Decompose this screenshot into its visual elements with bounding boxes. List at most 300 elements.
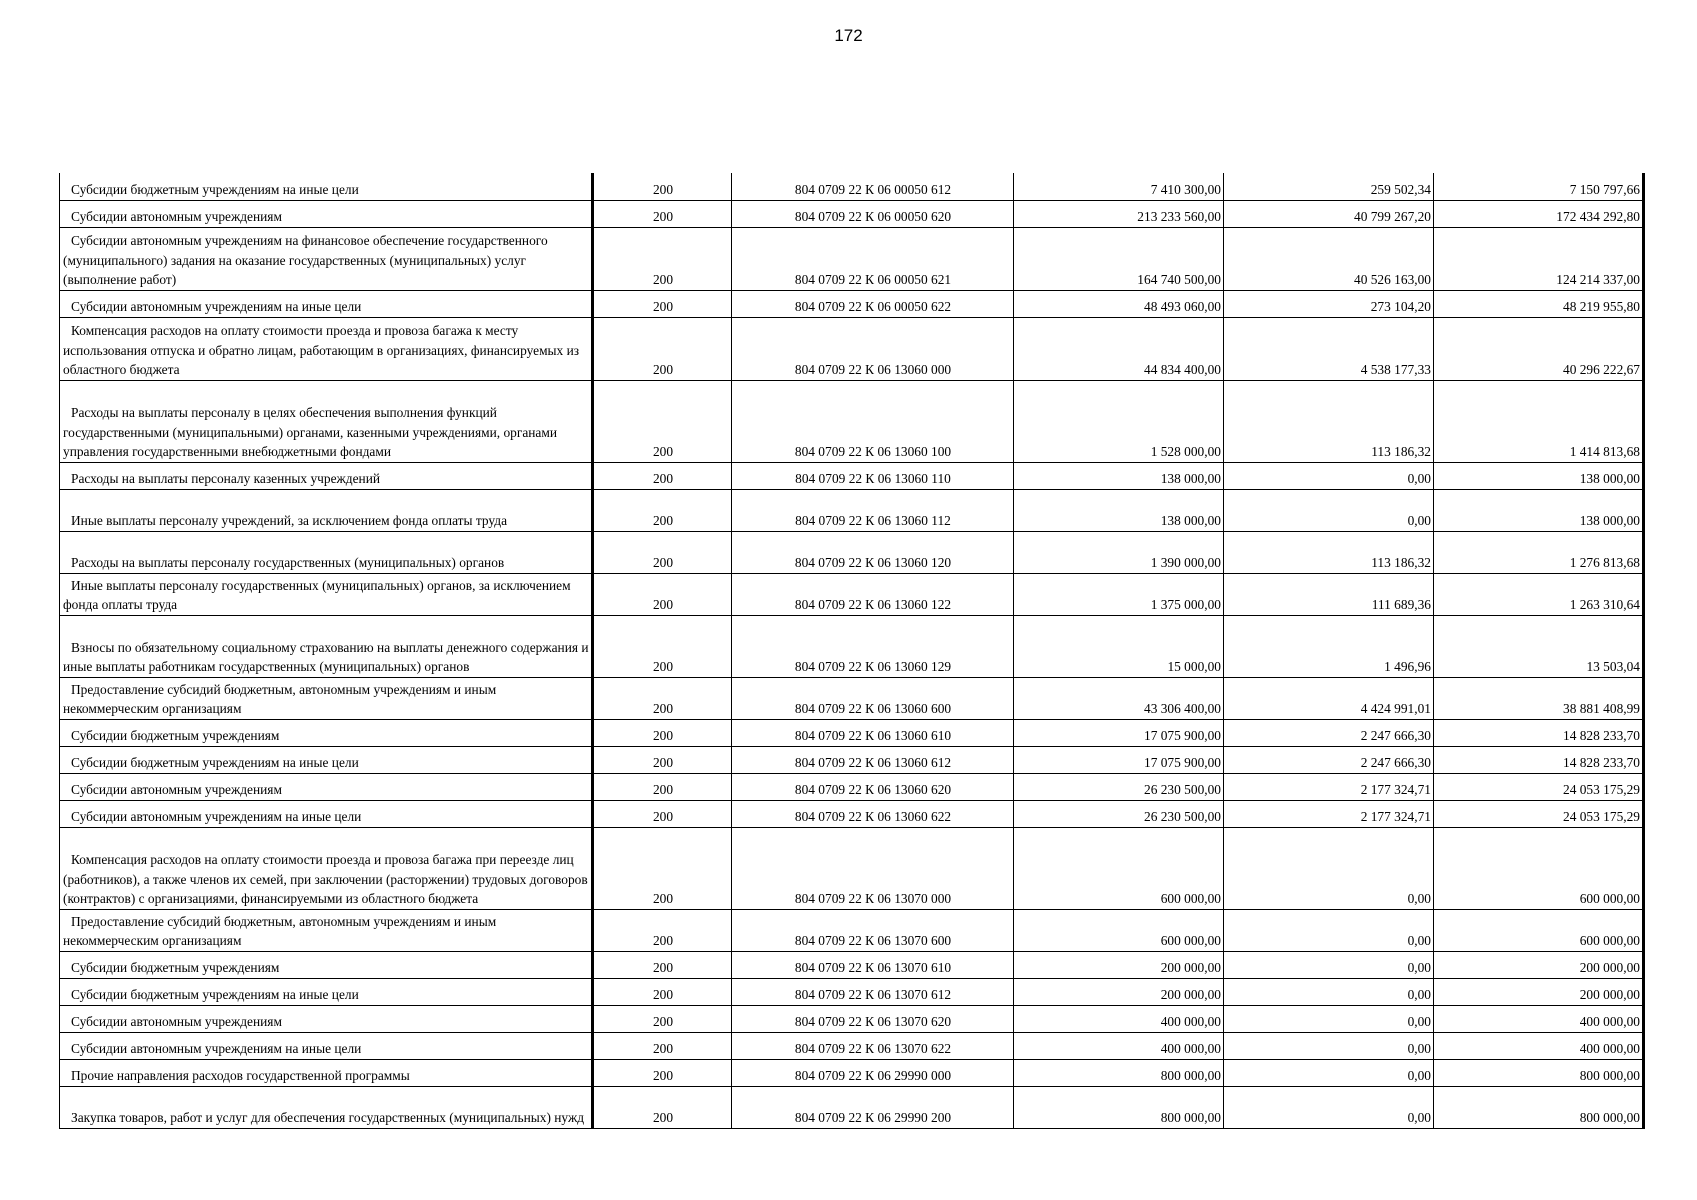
row-kbk-cell: [732, 1086, 1014, 1128]
row-name-cell: [60, 1059, 593, 1086]
row-executed-text: 4 424 991,01: [1360, 701, 1431, 716]
row-remaining-text: 800 000,00: [1579, 1110, 1640, 1125]
row-approved-cell: [1014, 380, 1224, 462]
row-name-cell: [60, 746, 593, 773]
row-code-cell: [593, 290, 732, 317]
row-remaining-cell: [1434, 1086, 1644, 1128]
row-code-text: 200: [652, 987, 674, 1002]
table-row: [60, 800, 1644, 827]
row-remaining-text: 24 053 175,29: [1563, 782, 1640, 797]
row-remaining-cell: [1434, 227, 1644, 290]
table-row: [60, 1059, 1644, 1086]
row-code-cell: [593, 380, 732, 462]
row-kbk-text: 804 0709 22 К 06 00050 620: [794, 209, 952, 224]
row-remaining-cell: [1434, 200, 1644, 227]
row-kbk-cell: [732, 462, 1014, 489]
row-executed-text: 2 247 666,30: [1360, 755, 1431, 770]
row-name-cell: [60, 317, 593, 380]
table-row: [60, 173, 1644, 200]
row-executed-text: 0,00: [1407, 471, 1431, 486]
row-kbk-text: 804 0709 22 К 06 13060 620: [794, 782, 952, 797]
row-name-text: Расходы на выплаты персоналу в целях обеспечения выполнения функций государственными (муниципальными) органами, казенными учреждениями, органами управления государственными внебюджетными фондами: [63, 405, 558, 459]
row-name-cell: [60, 462, 593, 489]
row-code-text: 200: [652, 933, 674, 948]
row-name-text: Субсидии автономным учреждениям на иные цели: [71, 1041, 362, 1056]
table-row: [60, 827, 1644, 909]
row-name-text: Субсидии автономным учреждениям: [71, 209, 282, 224]
row-approved-cell: [1014, 227, 1224, 290]
row-kbk-cell: [732, 909, 1014, 951]
row-approved-text: 800 000,00: [1160, 1068, 1221, 1083]
row-code-cell: [593, 1086, 732, 1128]
row-executed-cell: [1224, 227, 1434, 290]
row-kbk-text: 804 0709 22 К 06 00050 622: [794, 299, 952, 314]
row-approved-cell: [1014, 800, 1224, 827]
row-executed-cell: [1224, 909, 1434, 951]
row-approved-cell: [1014, 773, 1224, 800]
row-code-text: 200: [652, 782, 674, 797]
row-code-text: 200: [652, 272, 674, 287]
row-remaining-cell: [1434, 1059, 1644, 1086]
row-remaining-text: 172 434 292,80: [1556, 209, 1640, 224]
row-name-text: Субсидии автономным учреждениям на финансовое обеспечение государственного (муниципального) задания на оказание государственных (муниципальных) услуг (выполнение работ): [63, 233, 548, 287]
row-remaining-text: 1 263 310,64: [1569, 597, 1640, 612]
row-name-text: Расходы на выплаты персоналу казенных учреждений: [71, 471, 381, 486]
row-kbk-text: 804 0709 22 К 06 29990 200: [794, 1110, 952, 1125]
row-kbk-cell: [732, 677, 1014, 719]
row-executed-cell: [1224, 200, 1434, 227]
row-approved-cell: [1014, 677, 1224, 719]
row-kbk-cell: [732, 951, 1014, 978]
row-code-cell: [593, 615, 732, 677]
row-remaining-cell: [1434, 489, 1644, 531]
row-kbk-text: 804 0709 22 К 06 13060 622: [794, 809, 952, 824]
table-row: [60, 317, 1644, 380]
table-row: [60, 746, 1644, 773]
table-row: [60, 573, 1644, 615]
row-kbk-text: 804 0709 22 К 06 13060 100: [794, 444, 952, 459]
row-approved-text: 43 306 400,00: [1144, 701, 1221, 716]
row-kbk-text: 804 0709 22 К 06 13070 612: [794, 987, 952, 1002]
row-kbk-text: 804 0709 22 К 06 13070 622: [794, 1041, 952, 1056]
row-approved-text: 26 230 500,00: [1144, 782, 1221, 797]
row-name-cell: [60, 227, 593, 290]
row-approved-text: 44 834 400,00: [1144, 362, 1221, 377]
row-remaining-cell: [1434, 531, 1644, 573]
row-remaining-cell: [1434, 290, 1644, 317]
row-kbk-text: 804 0709 22 К 06 13060 610: [794, 728, 952, 743]
row-approved-text: 15 000,00: [1167, 659, 1221, 674]
row-executed-text: 40 526 163,00: [1354, 272, 1431, 287]
row-code-cell: [593, 173, 732, 200]
row-remaining-text: 1 414 813,68: [1569, 444, 1640, 459]
row-executed-text: 0,00: [1407, 891, 1431, 906]
row-kbk-text: 804 0709 22 К 06 13060 122: [794, 597, 952, 612]
row-remaining-text: 7 150 797,66: [1569, 182, 1640, 197]
row-name-text: Субсидии автономным учреждениям: [71, 1014, 282, 1029]
table-row: [60, 227, 1644, 290]
row-code-cell: [593, 1032, 732, 1059]
row-approved-text: 400 000,00: [1160, 1014, 1221, 1029]
row-code-cell: [593, 531, 732, 573]
table-row: [60, 380, 1644, 462]
row-remaining-cell: [1434, 1005, 1644, 1032]
row-name-cell: [60, 773, 593, 800]
row-approved-text: 26 230 500,00: [1144, 809, 1221, 824]
row-executed-text: 113 186,32: [1371, 555, 1431, 570]
row-code-text: 200: [652, 891, 674, 906]
row-executed-cell: [1224, 380, 1434, 462]
row-approved-cell: [1014, 462, 1224, 489]
row-approved-cell: [1014, 615, 1224, 677]
row-code-text: 200: [652, 1041, 674, 1056]
row-name-cell: [60, 800, 593, 827]
row-executed-cell: [1224, 173, 1434, 200]
row-code-text: 200: [652, 659, 674, 674]
row-code-cell: [593, 462, 732, 489]
row-name-text: Компенсация расходов на оплату стоимости проезда и провоза багажа при переезде лиц (работников), а также членов их семей, при заключении (расторжении) трудовых договоров (контрактов) с организациями, финансируемыми из областного бюджета: [63, 852, 588, 906]
table-row: [60, 1005, 1644, 1032]
row-kbk-cell: [732, 573, 1014, 615]
table-row: [60, 909, 1644, 951]
row-code-cell: [593, 489, 732, 531]
row-approved-cell: [1014, 978, 1224, 1005]
row-kbk-cell: [732, 1059, 1014, 1086]
row-approved-text: 164 740 500,00: [1137, 272, 1221, 287]
row-approved-text: 400 000,00: [1160, 1041, 1221, 1056]
row-kbk-text: 804 0709 22 К 06 13060 612: [794, 755, 952, 770]
row-approved-text: 48 493 060,00: [1144, 299, 1221, 314]
row-approved-cell: [1014, 1005, 1224, 1032]
row-executed-cell: [1224, 290, 1434, 317]
row-kbk-text: 804 0709 22 К 06 13060 600: [794, 701, 952, 716]
row-executed-text: 0,00: [1407, 960, 1431, 975]
row-code-text: 200: [652, 513, 674, 528]
row-approved-cell: [1014, 827, 1224, 909]
row-name-text: Иные выплаты персоналу государственных (муниципальных) органов, за исключением фонда оплаты труда: [63, 577, 571, 612]
row-code-cell: [593, 951, 732, 978]
row-kbk-cell: [732, 227, 1014, 290]
row-executed-cell: [1224, 773, 1434, 800]
row-kbk-text: 804 0709 22 К 06 13070 610: [794, 960, 952, 975]
row-approved-cell: [1014, 1059, 1224, 1086]
row-kbk-text: 804 0709 22 К 06 00050 621: [794, 272, 952, 287]
row-name-cell: [60, 1005, 593, 1032]
page-number: 172: [834, 26, 863, 45]
row-executed-cell: [1224, 1059, 1434, 1086]
budget-table-body: [60, 173, 1644, 1128]
table-row: [60, 489, 1644, 531]
row-name-text: Субсидии автономным учреждениям на иные цели: [71, 809, 362, 824]
table-row: [60, 719, 1644, 746]
row-name-cell: [60, 978, 593, 1005]
row-name-cell: [60, 200, 593, 227]
row-name-text: Субсидии бюджетным учреждениям на иные цели: [71, 182, 359, 197]
row-kbk-text: 804 0709 22 К 06 13060 000: [794, 362, 952, 377]
row-name-cell: [60, 380, 593, 462]
row-code-text: 200: [652, 597, 674, 612]
row-remaining-text: 138 000,00: [1579, 513, 1640, 528]
table-row: [60, 1086, 1644, 1128]
row-code-cell: [593, 573, 732, 615]
row-approved-cell: [1014, 951, 1224, 978]
row-code-cell: [593, 1059, 732, 1086]
row-executed-text: 0,00: [1407, 513, 1431, 528]
row-kbk-cell: [732, 290, 1014, 317]
row-kbk-text: 804 0709 22 К 06 00050 612: [794, 182, 952, 197]
row-remaining-text: 400 000,00: [1579, 1041, 1640, 1056]
row-name-text: Расходы на выплаты персоналу государственных (муниципальных) органов: [71, 555, 505, 570]
row-approved-cell: [1014, 531, 1224, 573]
row-kbk-cell: [732, 489, 1014, 531]
row-code-text: 200: [652, 182, 674, 197]
row-approved-cell: [1014, 489, 1224, 531]
row-executed-cell: [1224, 800, 1434, 827]
row-name-text: Взносы по обязательному социальному страхованию на выплаты денежного содержания и иные выплаты работникам государственных (муниципальных) органов: [63, 639, 589, 674]
row-remaining-cell: [1434, 677, 1644, 719]
row-executed-text: 0,00: [1407, 1041, 1431, 1056]
row-approved-text: 600 000,00: [1160, 891, 1221, 906]
row-approved-text: 138 000,00: [1160, 471, 1221, 486]
row-name-text: Иные выплаты персоналу учреждений, за исключением фонда оплаты труда: [71, 513, 508, 528]
row-kbk-text: 804 0709 22 К 06 13070 600: [794, 933, 952, 948]
row-remaining-cell: [1434, 978, 1644, 1005]
row-kbk-cell: [732, 1005, 1014, 1032]
row-remaining-text: 200 000,00: [1579, 960, 1640, 975]
row-executed-text: 111 689,36: [1371, 597, 1431, 612]
row-executed-text: 0,00: [1407, 933, 1431, 948]
row-code-text: 200: [652, 960, 674, 975]
row-approved-cell: [1014, 909, 1224, 951]
row-approved-text: 7 410 300,00: [1150, 182, 1221, 197]
row-name-text: Субсидии бюджетным учреждениям на иные цели: [71, 987, 359, 1002]
row-approved-text: 600 000,00: [1160, 933, 1221, 948]
row-remaining-cell: [1434, 1032, 1644, 1059]
row-remaining-cell: [1434, 317, 1644, 380]
row-kbk-cell: [732, 800, 1014, 827]
row-name-text: Субсидии бюджетным учреждениям на иные цели: [71, 755, 359, 770]
row-approved-text: 138 000,00: [1160, 513, 1221, 528]
row-approved-cell: [1014, 573, 1224, 615]
row-code-cell: [593, 800, 732, 827]
row-executed-text: 113 186,32: [1371, 444, 1431, 459]
row-remaining-text: 124 214 337,00: [1556, 272, 1640, 287]
row-remaining-cell: [1434, 615, 1644, 677]
row-remaining-cell: [1434, 773, 1644, 800]
row-name-text: Закупка товаров, работ и услуг для обеспечения государственных (муниципальных) нужд: [71, 1110, 585, 1125]
row-approved-text: 1 375 000,00: [1150, 597, 1221, 612]
row-remaining-text: 200 000,00: [1579, 987, 1640, 1002]
row-executed-cell: [1224, 317, 1434, 380]
row-remaining-cell: [1434, 173, 1644, 200]
row-executed-cell: [1224, 1032, 1434, 1059]
row-executed-text: 259 502,34: [1370, 182, 1431, 197]
row-code-text: 200: [652, 1068, 674, 1083]
row-name-cell: [60, 489, 593, 531]
row-kbk-text: 804 0709 22 К 06 13060 110: [795, 471, 951, 486]
row-executed-text: 4 538 177,33: [1360, 362, 1431, 377]
row-code-cell: [593, 317, 732, 380]
row-kbk-cell: [732, 317, 1014, 380]
row-executed-cell: [1224, 978, 1434, 1005]
row-executed-text: 2 177 324,71: [1360, 782, 1431, 797]
row-approved-cell: [1014, 1086, 1224, 1128]
row-kbk-cell: [732, 746, 1014, 773]
row-code-cell: [593, 200, 732, 227]
row-kbk-text: 804 0709 22 К 06 13060 112: [795, 513, 951, 528]
row-name-text: Субсидии автономным учреждениям на иные цели: [71, 299, 362, 314]
row-executed-cell: [1224, 1005, 1434, 1032]
row-code-text: 200: [652, 1014, 674, 1029]
table-row: [60, 773, 1644, 800]
row-code-text: 200: [652, 701, 674, 716]
row-remaining-cell: [1434, 951, 1644, 978]
row-executed-cell: [1224, 827, 1434, 909]
row-executed-cell: [1224, 489, 1434, 531]
row-approved-text: 1 528 000,00: [1150, 444, 1221, 459]
row-remaining-text: 600 000,00: [1579, 933, 1640, 948]
row-approved-cell: [1014, 746, 1224, 773]
row-executed-cell: [1224, 531, 1434, 573]
row-code-text: 200: [652, 755, 674, 770]
row-executed-text: 0,00: [1407, 987, 1431, 1002]
row-code-cell: [593, 1005, 732, 1032]
row-approved-text: 1 390 000,00: [1150, 555, 1221, 570]
row-code-text: 200: [652, 209, 674, 224]
table-row: [60, 200, 1644, 227]
row-kbk-text: 804 0709 22 К 06 13070 620: [794, 1014, 952, 1029]
row-remaining-text: 138 000,00: [1579, 471, 1640, 486]
row-approved-text: 213 233 560,00: [1137, 209, 1221, 224]
row-name-cell: [60, 909, 593, 951]
row-approved-cell: [1014, 719, 1224, 746]
row-code-text: 200: [652, 299, 674, 314]
table-row: [60, 462, 1644, 489]
row-code-text: 200: [652, 444, 674, 459]
row-name-text: Субсидии бюджетным учреждениям: [71, 728, 280, 743]
row-executed-text: 2 247 666,30: [1360, 728, 1431, 743]
row-code-cell: [593, 227, 732, 290]
row-approved-text: 200 000,00: [1160, 987, 1221, 1002]
row-code-text: 200: [652, 809, 674, 824]
row-kbk-cell: [732, 978, 1014, 1005]
row-name-cell: [60, 1032, 593, 1059]
row-remaining-text: 48 219 955,80: [1563, 299, 1640, 314]
row-code-cell: [593, 719, 732, 746]
table-row: [60, 978, 1644, 1005]
row-code-cell: [593, 773, 732, 800]
row-name-cell: [60, 531, 593, 573]
row-remaining-text: 600 000,00: [1579, 891, 1640, 906]
row-executed-text: 2 177 324,71: [1360, 809, 1431, 824]
row-remaining-text: 40 296 222,67: [1563, 362, 1640, 377]
row-executed-cell: [1224, 1086, 1434, 1128]
row-approved-text: 17 075 900,00: [1144, 755, 1221, 770]
row-kbk-cell: [732, 531, 1014, 573]
row-approved-cell: [1014, 200, 1224, 227]
row-kbk-cell: [732, 615, 1014, 677]
row-name-text: Субсидии бюджетным учреждениям: [71, 960, 280, 975]
row-executed-text: 1 496,96: [1384, 659, 1431, 674]
row-code-text: 200: [652, 362, 674, 377]
row-code-cell: [593, 978, 732, 1005]
row-remaining-cell: [1434, 380, 1644, 462]
row-remaining-cell: [1434, 462, 1644, 489]
row-remaining-cell: [1434, 909, 1644, 951]
row-name-cell: [60, 290, 593, 317]
table-row: [60, 1032, 1644, 1059]
row-executed-text: 0,00: [1407, 1014, 1431, 1029]
row-kbk-text: 804 0709 22 К 06 13060 120: [794, 555, 952, 570]
row-remaining-cell: [1434, 573, 1644, 615]
row-kbk-text: 804 0709 22 К 06 13070 000: [794, 891, 952, 906]
row-remaining-text: 400 000,00: [1579, 1014, 1640, 1029]
budget-table: [59, 173, 1645, 1129]
row-name-cell: [60, 173, 593, 200]
row-remaining-text: 1 276 813,68: [1569, 555, 1640, 570]
row-remaining-text: 14 828 233,70: [1563, 755, 1640, 770]
row-executed-cell: [1224, 951, 1434, 978]
row-name-text: Предоставление субсидий бюджетным, автономным учреждениям и иным некоммерческим организациям: [63, 913, 497, 948]
table-row: [60, 677, 1644, 719]
row-name-text: Прочие направления расходов государственной программы: [71, 1068, 410, 1083]
row-remaining-cell: [1434, 746, 1644, 773]
table-row: [60, 951, 1644, 978]
row-remaining-text: 800 000,00: [1579, 1068, 1640, 1083]
row-approved-cell: [1014, 317, 1224, 380]
row-remaining-text: 13 503,04: [1586, 659, 1640, 674]
row-remaining-cell: [1434, 827, 1644, 909]
row-remaining-text: 24 053 175,29: [1563, 809, 1640, 824]
row-approved-text: 200 000,00: [1160, 960, 1221, 975]
row-name-cell: [60, 615, 593, 677]
row-code-cell: [593, 827, 732, 909]
row-remaining-cell: [1434, 800, 1644, 827]
row-executed-text: 273 104,20: [1370, 299, 1431, 314]
row-name-cell: [60, 719, 593, 746]
table-row: [60, 531, 1644, 573]
row-code-cell: [593, 746, 732, 773]
row-kbk-cell: [732, 719, 1014, 746]
row-executed-cell: [1224, 746, 1434, 773]
table-row: [60, 615, 1644, 677]
row-executed-text: 0,00: [1407, 1110, 1431, 1125]
row-code-text: 200: [652, 471, 674, 486]
row-name-text: Компенсация расходов на оплату стоимости проезда и провоза багажа к месту использования отпуска и обратно лицам, работающим в организациях, финансируемых из областного бюджета: [63, 323, 580, 377]
row-approved-text: 800 000,00: [1160, 1110, 1221, 1125]
row-code-text: 200: [652, 555, 674, 570]
row-executed-cell: [1224, 573, 1434, 615]
row-approved-text: 17 075 900,00: [1144, 728, 1221, 743]
row-name-cell: [60, 951, 593, 978]
row-executed-cell: [1224, 615, 1434, 677]
table-row: [60, 290, 1644, 317]
row-kbk-cell: [732, 773, 1014, 800]
row-name-cell: [60, 573, 593, 615]
row-executed-text: 40 799 267,20: [1354, 209, 1431, 224]
row-name-cell: [60, 827, 593, 909]
row-executed-cell: [1224, 462, 1434, 489]
row-kbk-cell: [732, 173, 1014, 200]
row-kbk-cell: [732, 200, 1014, 227]
row-name-cell: [60, 1086, 593, 1128]
row-code-cell: [593, 677, 732, 719]
row-remaining-cell: [1434, 719, 1644, 746]
row-code-text: 200: [652, 1110, 674, 1125]
row-code-cell: [593, 909, 732, 951]
row-kbk-cell: [732, 380, 1014, 462]
row-executed-cell: [1224, 677, 1434, 719]
